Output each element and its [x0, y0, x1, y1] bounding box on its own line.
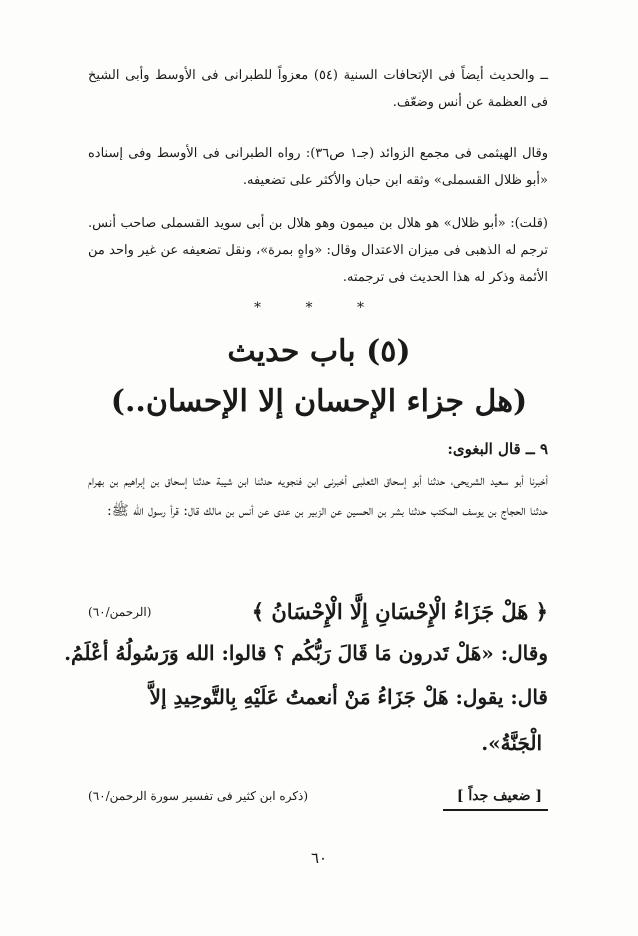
- note-paragraph-author-comment: (قلت): «أبو ظلال» هو هلال بن ميمون وهو هلال بن أبى سويد القسملى صاحب أنس. ترجم له الذهبى فى ميزان الاعتدال وقال: «واهٍ بمرة»، ونقل تضعيفه عن غير واحد من الأئمة وذكر له هذا الحديث فى ترجمته.: [88, 216, 548, 285]
- quran-verse-row: [88, 594, 548, 630]
- note-paragraph-haythami: وقال الهيثمى فى مجمع الزوائد (جـ١ ص٣٦): رواه الطبرانى فى الأوسط وفى إسناده «أبو ظلال القسملى» وثقه ابن حبان والأكثر على تضعيفه.: [88, 146, 548, 188]
- page-number: ٦٠: [310, 849, 328, 867]
- hadith-grade: [ ضعيف جداً ]: [443, 784, 548, 811]
- hadith-grade-row: [88, 784, 548, 812]
- section-separator: * * *: [254, 300, 384, 316]
- quran-verse: ﴿ هَلْ جَزَاءُ الْإِحْسَانِ إِلَّا الْإِحْسَانُ ﴾: [251, 599, 548, 624]
- chapter-title: (٥) باب حديث: [227, 334, 411, 369]
- note-paragraph-tabarani: ــ والحديث أيضاً فى الإتحافات السنية (٥٤) معزواً للطبرانى فى الأوسط وأبى الشيخ فى العظمة عن أنس وضعّف.: [88, 68, 549, 110]
- quran-reference: (الرحمن/٦٠): [88, 605, 152, 619]
- hadith-heading: ٩ ــ قال البغوى:: [447, 440, 548, 458]
- hadith-text-line-2: قال: يقول: هَلْ جَزَاءُ مَنْ أنعمتُ عَلَيْهِ بِالتَّوحِيدِ إلاَّ: [149, 685, 548, 709]
- hadith-text-line-1: وقال: «هَلْ تَدرون مَا قَالَ رَبُّكُم ؟ قالوا: الله وَرَسُولُهُ أعْلَمُ.: [64, 641, 548, 665]
- grade-source: (ذكره ابن كثير فى تفسير سورة الرحمن/٦٠): [88, 789, 309, 803]
- hadith-isnad: أخبرنا أبو سعيد الشريحى، حدثنا أبو إسحاق الثعلبى أخبرنى ابن فنجويه حدثنا ابن شيبة حدثنا إسحاق بن إبراهيم بن بهرام حدثنا الحجاج بن يوسف المكتب حدثنا بشر بن الحسين عن الزبير بن عدى عن أنس بن مالك قال: قرأ رسول الله ﷺ:: [88, 473, 548, 519]
- hadith-text-line-3: الْجَنَّةُ».: [481, 731, 542, 755]
- chapter-subtitle: (هل جزاء الإحسان إلا الإحسان..): [110, 384, 528, 419]
